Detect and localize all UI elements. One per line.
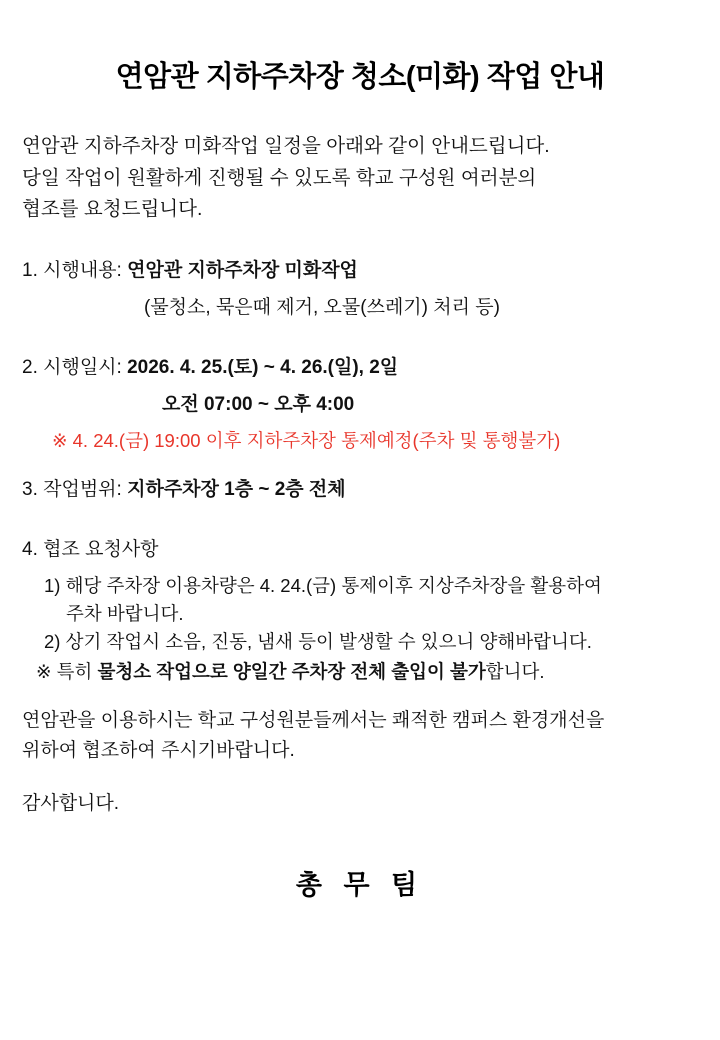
- intro-line-3: 협조를 요청드립니다.: [22, 198, 203, 221]
- item-2-value: 2026. 4. 25.(토) ~ 4. 26.(일), 2일: [127, 356, 399, 378]
- item-2-label: 2. 시행일시:: [22, 356, 122, 378]
- item-4-sub-1-line-1: 1) 해당 주차장 이용차량은 4. 24.(금) 통제이후 지상주차장을 활용하여: [44, 575, 602, 597]
- item-2-control-notice: ※ 4. 24.(금) 19:00 이후 지하주차장 통제예정(주차 및 통행불가): [52, 430, 561, 452]
- item-4-label: 4. 협조 요청사항: [22, 538, 159, 560]
- item-3-label: 3. 작업범위:: [22, 479, 122, 501]
- closing-line-2: 위하여 협조하여 주시기바랍니다.: [22, 740, 295, 761]
- intro-paragraph: [22, 131, 698, 226]
- closing-paragraph: [22, 706, 698, 767]
- intro-line-2: 당일 작업이 원활하게 진행될 수 있도록 학교 구성원 여러분의: [22, 166, 537, 189]
- item-1-value: 연암관 지하주차장 미화작업: [127, 259, 358, 281]
- item-4-sub-2: 2) 상기 작업시 소음, 진동, 냄새 등이 발생할 수 있으니 양해바랍니다.: [44, 630, 592, 652]
- item-1-detail: (물청소, 묵은때 제거, 오물(쓰레기) 처리 등): [144, 297, 500, 319]
- item-2-time: 오전 07:00 ~ 오후 4:00: [162, 394, 355, 416]
- closing-line-1: 연암관을 이용하시는 학교 구성원분들께서는 쾌적한 캠퍼스 환경개선을: [22, 709, 605, 731]
- signature-department: 총 무 팀: [295, 870, 425, 901]
- item-4-sub-1-line-2: 주차 바랍니다.: [66, 603, 184, 625]
- item-4-star-note: [22, 658, 698, 684]
- star-note-suffix: 합니다.: [485, 660, 545, 682]
- thanks-line: 감사합니다.: [22, 793, 120, 815]
- item-1-work-content: [22, 256, 698, 285]
- intro-line-1: 연암관 지하주차장 미화작업 일정을 아래와 같이 안내드립니다.: [22, 135, 550, 157]
- item-1-label: 1. 시행내용:: [22, 259, 122, 281]
- item-2-schedule: [22, 353, 698, 382]
- page-title: 연암관 지하주차장 청소(미화) 작업 안내: [115, 61, 605, 93]
- item-3-work-scope: [22, 475, 698, 504]
- star-note-prefix: ※ 특히: [36, 660, 98, 682]
- item-3-value: 지하주차장 1층 ~ 2층 전체: [127, 479, 346, 501]
- star-note-emphasis: 물청소 작업으로 양일간 주차장 전체 출입이 불가: [97, 660, 486, 682]
